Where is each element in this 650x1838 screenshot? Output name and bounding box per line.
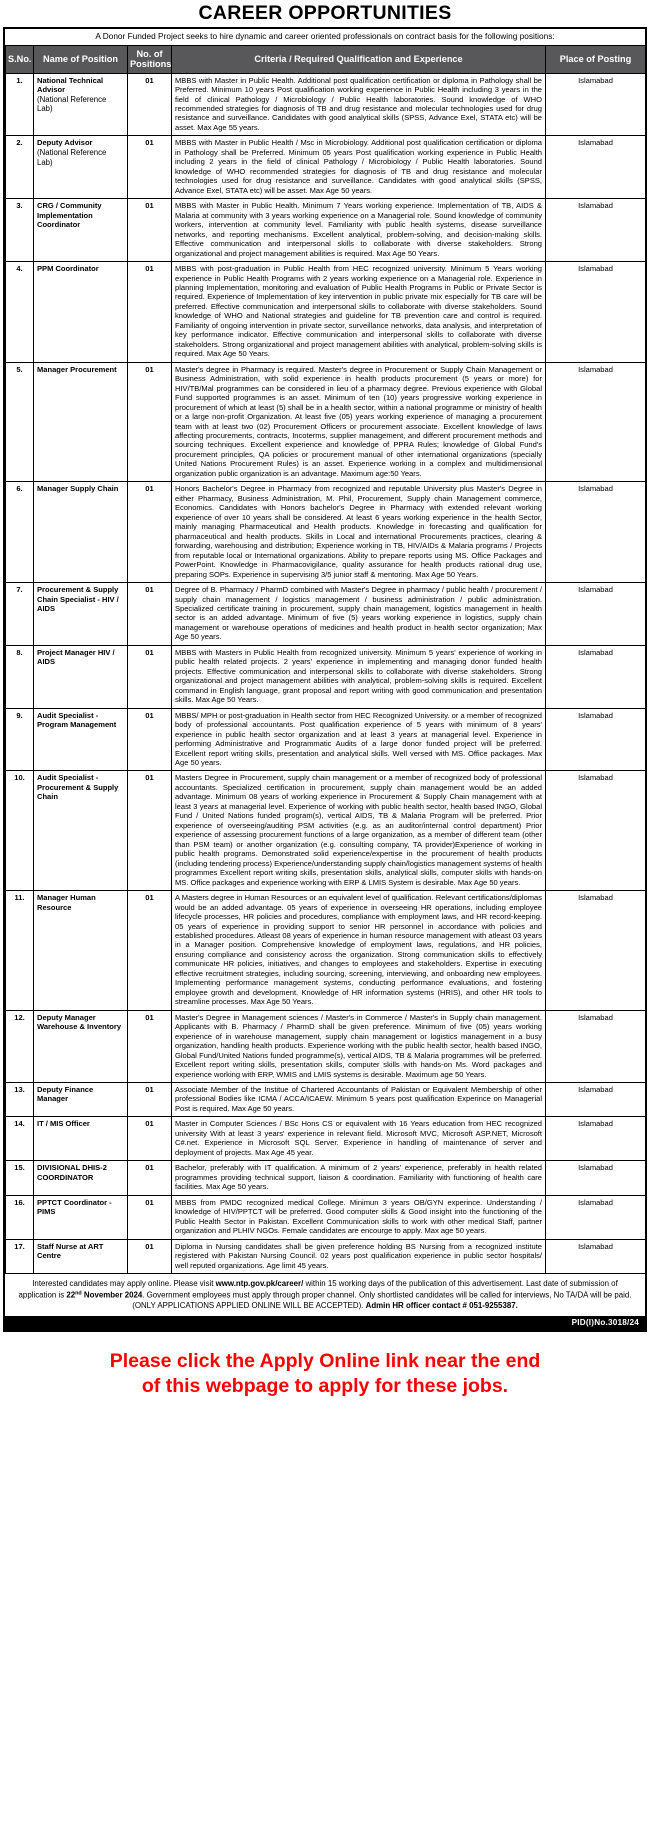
cell-position (34, 771, 128, 891)
cell-sno: 2. (6, 136, 34, 199)
cell-position (34, 1010, 128, 1082)
cell-num-positions: 01 (128, 136, 172, 199)
cell-criteria: MBBS with Masters in Public Health from recognized university. Minimum 5 years' experience of working in public health related projects. 2 years' experience in implementing and managing donor funded health projects. Effective communication and interpersonal skills to collaborate with diverse stakeholders. Strong organizational and project management abilities with analytical, problem-solving skills is required. Excellent command in English language, grant proposal and report writing with good communication and presentation skills. Max Age 50 Years. (172, 645, 546, 708)
table-row (6, 645, 646, 708)
cell-criteria: Masters Degree in Procurement, supply chain management or a member of recognized body of professional accountants. Specialized certification in procurement, supply chain management would be an added advantage. Minimum 08 years of working experience in Procurement & Supply Chain management with at least 3 years at managerial level. Experience of working with public health sector, health based INGO, Global Fund / United Nations funded program(s), vertical AIDS, TB & Malaria Program will be preferred. Prior experience of overseeing/auditing PSM activities (e.g. as an auditor/internal control department) Prior experience of assessing procurement functions of a large organization, as a member of different team (other than PSM team) or another organization (e.g. consulting company, TA provider)Experience of working in public health programs. Demonstrated solid experience/expertise in the procurement of health products (including tendering process) Experience/understanding supply chain/logistics management systems of health programmes Excellent report writing skills, presentation skills, analytical skills, computer skills with hands-on MS. Office packages and experience working with ERP & LMIS System is desirable. Max Age 50 years. (172, 771, 546, 891)
cell-num-positions: 01 (128, 645, 172, 708)
cell-num-positions: 01 (128, 1239, 172, 1273)
cell-position (34, 199, 128, 262)
pid-bar: PID(I)No.3018/24 (5, 1316, 645, 1330)
cell-place-of-posting: Islamabad (546, 1010, 646, 1082)
col-header-num-positions: No. of Positions (128, 46, 172, 74)
position-title: PPTCT Coordinator - PIMS (37, 1197, 112, 1217)
col-header-place: Place of Posting (546, 46, 646, 74)
last-date-number: 22 (66, 1290, 76, 1300)
cell-place-of-posting: Islamabad (546, 262, 646, 363)
table-body (6, 73, 646, 1273)
position-title: Manager Procurement (37, 364, 117, 374)
cell-criteria: Master's degree in Pharmacy is required. Master's degree in Procurement or Supply Chain Management or Business Administration, with solid experience in health products procurement (5 years or more) for HIV/TB/Mal programmes can be considered in lieu of a pharmacy degree. Previous experience with Global Fund supported programmes is an asset. Minimum of ten (10) years progressive working experience in procurement of which at least (5) shall be in a health sector, within a national programme or ministry of health or a large non-profit Organization. At least five (05) years working experience of managing a procurement team with at least two (02) Procurement Officers or procurement associate. Excellent knowledge of laws affecting procurements, contracts, Incoterms, supplier management, and different procurement methods and sourcing techniques. Excellent experience and knowledge of PPRA Rules; knowledge of Global Fund's procurement principles, QA policies or procurement manual of other international organizations (specially United Nations Procurement Rules) is an asset. Experience working in a complex and multidimensional organization public organization is an advantage. Maximum age:50 Years. (172, 362, 546, 482)
position-title: DIVISIONAL DHIS-2 COORDINATOR (37, 1163, 107, 1182)
table-row (6, 1010, 646, 1082)
position-title: Manager Human Resource (37, 893, 96, 912)
footer-instructions (5, 1274, 645, 1316)
position-title: Deputy Advisor (37, 138, 93, 148)
table-head (6, 46, 646, 74)
apply-online-note (0, 1332, 650, 1398)
cell-criteria: MBBS with Master in Public Health. Additional post qualification certification or diploma in Pathology shall be Preferred. Minimum 10 years Post qualification working experience in Public Health including 3 years in the field of clinical Pathology / Microbiology / Public Health laboratories. Sound knowledge of WHO recommended strategies for diagnosis of TB and drug resistance and molecular technologies used for drug resistance and surveillance. Candidates with good analytical skills (SPSS, Advance Exel, STATA etc) will be asset. Max Age 55 years. (172, 73, 546, 136)
cell-place-of-posting: Islamabad (546, 771, 646, 891)
cell-num-positions: 01 (128, 891, 172, 1011)
table-row (6, 1083, 646, 1117)
cell-position (34, 262, 128, 363)
cell-place-of-posting: Islamabad (546, 73, 646, 136)
cell-criteria: Honors Bachelor's Degree in Pharmacy from recognized and reputable University plus Master's Degree in either Pharmacy, Business Administration, M. Phil, Procurement, Supply chain Management commerce, Economics. Candidates with Honors bachelor's Degree in Pharmacy with extended relevant working experience of over 10 years shall be considered. At least 6 years working experience in the health Sector, mainly managing Pharmaceutical and Health products. Knowledge in forecasting and qualification for pharmaceutical and health products. Skills in Local and international Procurements practices, clearing & forwarding, warehousing and distribution; Experience working in TB, HIV/AIDs & Malaria programs / Projects from reputable local or International organizations. Ability to prepare reports using MS. Office Packages and PowerPoint. Knowledge in Pharmacovigilance, quality assurance for health products rational drug use, preparing SOPs. Experience in supervising 3/5 junior staff & mentoring. Max Age 50 Years. (172, 482, 546, 583)
table-row (6, 891, 646, 1011)
position-title: Audit Specialist - Procurement & Supply Chain (37, 773, 119, 802)
cell-num-positions: 01 (128, 1083, 172, 1117)
table-row (6, 362, 646, 482)
position-title: Deputy Manager Warehouse & Inventory (37, 1012, 122, 1032)
cell-sno: 4. (6, 262, 34, 363)
position-title: National Technical Advisor (37, 75, 104, 95)
cell-criteria: Diploma in Nursing candidates shall be given preference holding BS Nursing from a recognized institute registered with Pakistan Nursing Council. 02 years post qualification experience in public sector hospitals/ well reputed organizations. Age limit 45 years. (172, 1239, 546, 1273)
intro-text: A Donor Funded Project seeks to hire dynamic and career oriented professionals on contract basis for the following positions: (95, 31, 555, 42)
table-row (6, 1117, 646, 1161)
position-title: IT / MIS Officer (37, 1119, 90, 1129)
apply-note-line-1: Please click the Apply Online link near the end (109, 1350, 541, 1373)
cell-criteria: Master in Computer Sciences / BSc Hons CS or equivalent with 16 Years education from HEC recognized university With at least 3 years' experience in relevant field. Microsoft MVC, Microsoft ASP.NET, Microsoft C#.net. Experience in Microsoft SQL Server. Experience in handling of maintenance of server and deployment of projects. Max Age 45 year. (172, 1117, 546, 1161)
cell-num-positions: 01 (128, 73, 172, 136)
table-row (6, 771, 646, 891)
footer-text-a: Interested candidates may apply online. Please visit (32, 1278, 216, 1288)
cell-position (34, 891, 128, 1011)
cell-sno: 8. (6, 645, 34, 708)
table-header-row (6, 46, 646, 74)
cell-num-positions: 01 (128, 482, 172, 583)
cell-criteria: Bachelor, preferably with IT qualification. A minimum of 2 years' experience, preferably in health related programmes providing technical support, liaison & coordination. Familiarity with functioning of health care facilities. Max Age 50 years. (172, 1161, 546, 1195)
table-row (6, 199, 646, 262)
cell-position (34, 1195, 128, 1239)
page-title: CAREER OPPORTUNITIES (198, 2, 452, 24)
cell-position (34, 1239, 128, 1273)
cell-sno: 14. (6, 1117, 34, 1161)
cell-sno: 16. (6, 1195, 34, 1239)
cell-position (34, 1117, 128, 1161)
cell-position (34, 362, 128, 482)
cell-criteria: MBBS from PMDC recognized medical College. Minimun 3 years OB/GYN experince. Understanding / knowledge of HIV/PPTCT will be preferred. Good computer skills & Good insight into the functioning of the Public Health Sector in Pakistan. Excellent Communication skills to work with other medical Staff, partner organization and PLHIV NGOs. Female candidates are encourge to apply. Max age 50 years. (172, 1195, 546, 1239)
cell-criteria: Associate Member of the Institue of Chartered Accountants of Pakistan or Equivalent Membership of other professional Bodies like ICMA / ACCA/ICAEW. Minimum 5 years post qualification Experince on Managerial Post is required. Max Age 50 years. (172, 1083, 546, 1117)
cell-num-positions: 01 (128, 1117, 172, 1161)
jobs-table (5, 45, 646, 1274)
cell-sno: 11. (6, 891, 34, 1011)
website-link[interactable]: www.ntp.gov.pk/career/ (215, 1278, 304, 1288)
last-date-suffix: nd (75, 1289, 82, 1296)
cell-sno: 7. (6, 583, 34, 646)
cell-place-of-posting: Islamabad (546, 1161, 646, 1195)
cell-place-of-posting: Islamabad (546, 1117, 646, 1161)
table-row (6, 708, 646, 771)
cell-num-positions: 01 (128, 1010, 172, 1082)
table-row (6, 482, 646, 583)
cell-criteria: MBBS with Master in Public Health / Msc in Microbiology. Additional post qualification certification or diploma in Pathology shall be Preferred. Minimum 05 years Post qualification working experience in Public Health including 2 years in the field of clinical Pathology / Microbiology / Public Health laboratories. Sound knowledge of WHO recommended strategies for diagnosis of TB and drug resistance and molecular technologies used for drug resistance and surveillance. Candidates with good analytical skills (SPSS, Advance Exel, STATA etc) will be asset. Max Age 50 years. (172, 136, 546, 199)
cell-sno: 15. (6, 1161, 34, 1195)
cell-num-positions: 01 (128, 262, 172, 363)
cell-num-positions: 01 (128, 362, 172, 482)
cell-criteria: MBBS/ MPH or post-graduation in Health sector from HEC Recognized University. or a member of recognized body of professional accountants. Post qualification experience of 5 years with minimum of 8 years' experience in public health sector organization and at least 3 years at managerial level. Experience in performing Administrative and Programmatic Audits of a large donor funded project will be preferred. Excellent report writing skills, presentation and analytical skills. Well versed with MS. Office packages. Max Age 50 years. (172, 708, 546, 771)
cell-position (34, 708, 128, 771)
position-title: Deputy Finance Manager (37, 1085, 94, 1104)
cell-sno: 17. (6, 1239, 34, 1273)
cell-num-positions: 01 (128, 1161, 172, 1195)
cell-place-of-posting: Islamabad (546, 482, 646, 583)
table-row (6, 136, 646, 199)
table-row (6, 583, 646, 646)
position-title: Audit Specialist - Program Management (37, 710, 117, 730)
cell-sno: 13. (6, 1083, 34, 1117)
hr-contact: Admin HR officer contact # 051-9255387. (365, 1301, 518, 1311)
ad-frame (3, 27, 647, 1332)
apply-note-line-2: of this webpage to apply for these jobs. (141, 1374, 509, 1397)
col-header-criteria: Criteria / Required Qualification and Experience (172, 46, 546, 74)
cell-position (34, 1083, 128, 1117)
cell-place-of-posting: Islamabad (546, 645, 646, 708)
last-date-month-year: November 2024 (81, 1290, 143, 1300)
cell-place-of-posting: Islamabad (546, 1239, 646, 1273)
cell-sno: 10. (6, 771, 34, 891)
table-row (6, 1161, 646, 1195)
position-title: Procurement & Supply Chain Specialist - HIV / AIDS (37, 585, 119, 613)
cell-num-positions: 01 (128, 199, 172, 262)
cell-criteria: MBBS with post-graduation in Public Health from HEC recognized university. Minimum 5 Years working experience in Public Health Programs with 2 years working experience on a Managerial role. Experience in planning Implementation, monitoring and evaluation of Public Health Programs in Public or Private Sector is required. Experience of Implementation of key intervention in public private mix especially for TB care will be preferred. Effective communication and interpersonal skills to collaborate with diverse stakeholders. Sound knowledge of WHO and National strategies and guideline for TB prevention care and control is required. Familiarity of ongoing intervention in private sector, surveillance networks, data analysis, and interpretation of key performance indicator. Effective communication and interpersonal skills to collaborate with diverse stakeholders. Strong organizational and project management abilities with analytical, problem-solving skills is required. Max Age 50 Years. (172, 262, 546, 363)
cell-criteria: Degree of B. Pharmacy / PharmD combined with Master's Degree in pharmacy / public health / procurement / supply chain management / logistics management / business administration / public administration. Specialized certificate training in procurement, supply chain management, logistics management in health sector is an added advantage. Minimum of five (5) years working experience in logistics, supply chain management or warehouse operations of medicines and health product in health sector organization; Max Age 50 years. (172, 583, 546, 646)
position-title: CRG / Community Implementation Coordinator (37, 201, 102, 230)
table-row (6, 1195, 646, 1239)
cell-sno: 5. (6, 362, 34, 482)
cell-sno: 9. (6, 708, 34, 771)
cell-place-of-posting: Islamabad (546, 1083, 646, 1117)
cell-num-positions: 01 (128, 1195, 172, 1239)
cell-criteria: MBBS with Master in Public Health. Minimum 7 Years working experience. Implementation of TB, AIDS & Malaria at community with 3 years working experience on a Managerial role. Sound knowledge of community workers, intervention at community level. Familiarity with public health systems, disease surveillance networks, and reporting mechanisms. Excellent analytical, problem-solving, and decision-making skills. Effective communication and interpersonal skills to collaborate with diverse stakeholders. Strong organizational and project management abilities is required. Max Age 50 Years. (172, 199, 546, 262)
cell-place-of-posting: Islamabad (546, 708, 646, 771)
footer-text-c: . Government employees must apply through proper channel. Only shortlisted candidates will be called for interviews, No TA/DA will be paid. (ONLY APPLICATIONS APPLIED ONLINE WILL BE ACCEPTED). (132, 1290, 632, 1311)
col-header-position: Name of Position (34, 46, 128, 74)
cell-place-of-posting: Islamabad (546, 362, 646, 482)
cell-position (34, 482, 128, 583)
cell-sno: 3. (6, 199, 34, 262)
cell-criteria: Master's Degree in Management sciences / Master's in Commerce / Master's in Supply chain management. Applicants with B. Pharmacy / PharmD shall be given preference. Minimum of five (05) years working experience of in warehouse management, supply chain management or logistics management in a busy organization, handling health products. Experience working with the public health sector, health based INGO, Global Fund/United Nations funded programme(s), vertical AIDS, TB & Malaria programmes will be preferred. Excellent report writing skills, presentation skills, computer skills with hands-on Ms. Word packages and experience working with ERP, WMIS and LMIS systems is desirable. Maximum age 50 Years. (172, 1010, 546, 1082)
cell-num-positions: 01 (128, 708, 172, 771)
cell-place-of-posting: Islamabad (546, 891, 646, 1011)
cell-place-of-posting: Islamabad (546, 1195, 646, 1239)
position-title: PPM Coordinator (37, 264, 99, 274)
cell-sno: 1. (6, 73, 34, 136)
cell-position (34, 136, 128, 199)
cell-place-of-posting: Islamabad (546, 583, 646, 646)
table-row (6, 1239, 646, 1273)
cell-criteria: A Masters degree in Human Resources or an equivalent level of qualification. Relevant certifications/diplomas would be an added advantage. 05 years of experience in overseeing HR operations, including employee lifecycle processes, HR policies and procedures, compliance with employment laws, and HR record-keeping. 05 years of experience in providing support to senior HR personnel in accordance with policies and established procedures. Atleast 08 years of experience in human resource management with atleast 03 years in a Manager position. Comprehensive knowledge of employment laws, regulations, and HR policies, ensuring compliance and consistency across the organization. Strong communication skills to effectively communicate HR policies, initiatives, and changes to employees and stakeholders. Expertise in executing effective recruitment strategies, including sourcing, screening, interviewing, and onboarding new employees. Implementing performance management systems, conducting performance evaluations, and fostering employee growth and development. Knowledge of HR information systems (HRIS), and other HR tools to streamline processes. Max Age 50 Years. (172, 891, 546, 1011)
position-title: Manager Supply Chain (37, 484, 119, 494)
cell-sno: 6. (6, 482, 34, 583)
footer-text-b: within 15 working days of the publication of this advertisement. Last date of submission of application is (18, 1278, 618, 1300)
cell-num-positions: 01 (128, 771, 172, 891)
cell-position (34, 583, 128, 646)
cell-position (34, 1161, 128, 1195)
cell-place-of-posting: Islamabad (546, 136, 646, 199)
table-row (6, 262, 646, 363)
col-header-sno: S.No. (6, 46, 34, 74)
position-subtitle: (National Reference Lab) (37, 147, 107, 167)
cell-sno: 12. (6, 1010, 34, 1082)
table-row (6, 73, 646, 136)
cell-position (34, 645, 128, 708)
position-title: Staff Nurse at ART Centre (37, 1241, 104, 1261)
cell-place-of-posting: Islamabad (546, 199, 646, 262)
cell-position (34, 73, 128, 136)
position-subtitle: (National Reference Lab) (37, 94, 107, 114)
cell-num-positions: 01 (128, 583, 172, 646)
position-title: Project Manager HIV / AIDS (37, 647, 115, 667)
